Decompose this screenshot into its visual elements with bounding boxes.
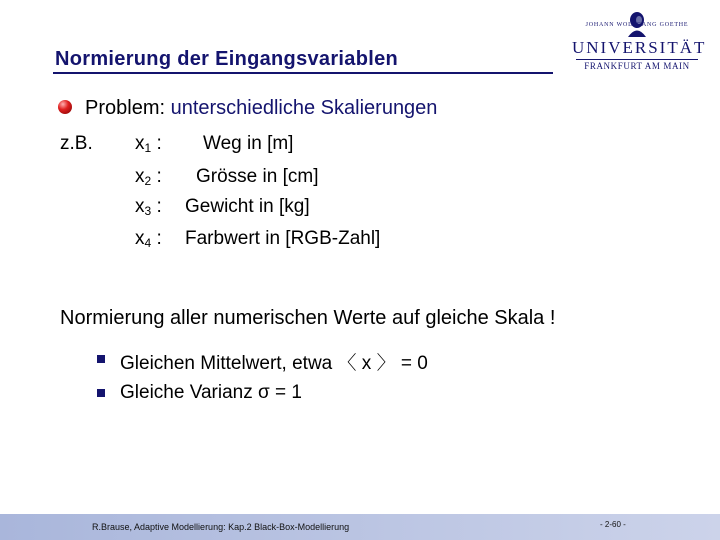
logo-divider bbox=[576, 59, 698, 60]
variable-row bbox=[135, 166, 319, 188]
problem-label: Problem: bbox=[85, 97, 166, 119]
variable-separator: : bbox=[151, 133, 162, 154]
variable-description: Weg in [m] bbox=[203, 133, 294, 154]
variable-index: 1 bbox=[144, 141, 152, 155]
variable-name: x bbox=[135, 166, 145, 187]
normierung-point: Gleichen Mittelwert, etwa 〈 x 〉 = 0 bbox=[120, 353, 428, 374]
variable-description: Farbwert in [RGB-Zahl] bbox=[185, 228, 381, 249]
variable-index: 3 bbox=[144, 204, 152, 218]
variable-separator: : bbox=[151, 166, 162, 187]
red-ball-bullet-icon bbox=[58, 100, 72, 114]
problem-text: unterschiedliche Skalierungen bbox=[170, 97, 438, 119]
square-bullet-icon bbox=[97, 389, 105, 397]
title-underline bbox=[53, 72, 553, 74]
normierung-point: Gleiche Varianz σ = 1 bbox=[120, 382, 302, 403]
variable-name: x bbox=[135, 133, 145, 154]
variable-row bbox=[135, 133, 294, 155]
logo-top-text: JOHANN WOLFGANG GOETHE bbox=[585, 22, 689, 28]
variable-index: 2 bbox=[144, 174, 152, 188]
variable-row bbox=[135, 228, 381, 250]
footer-author: R.Brause, Adaptive Modellierung: Kap.2 Black-Box-Modellierung bbox=[92, 522, 350, 532]
variable-row bbox=[135, 196, 310, 218]
logo-city: FRANKFURT AM MAIN bbox=[584, 61, 690, 71]
variable-description: Gewicht in [kg] bbox=[185, 196, 310, 217]
variable-name: x bbox=[135, 196, 145, 217]
variable-name: x bbox=[135, 228, 145, 249]
variable-separator: : bbox=[151, 196, 162, 217]
square-bullet-icon bbox=[97, 355, 105, 363]
variable-index: 4 bbox=[144, 236, 152, 250]
slide-title: Normierung der Eingangsvariablen bbox=[55, 48, 399, 70]
logo-university-name: UNIVERSITÄT bbox=[572, 38, 707, 57]
problem-line bbox=[85, 97, 437, 120]
footer-bar bbox=[0, 514, 720, 540]
example-label: z.B. bbox=[60, 133, 93, 154]
variable-separator: : bbox=[151, 228, 162, 249]
page-number: - 2-60 - bbox=[600, 520, 626, 529]
normierung-statement: Normierung aller numerischen Werte auf gleiche Skala ! bbox=[60, 307, 556, 329]
university-logo bbox=[572, 10, 707, 71]
variable-description: Grösse in [cm] bbox=[196, 166, 319, 187]
